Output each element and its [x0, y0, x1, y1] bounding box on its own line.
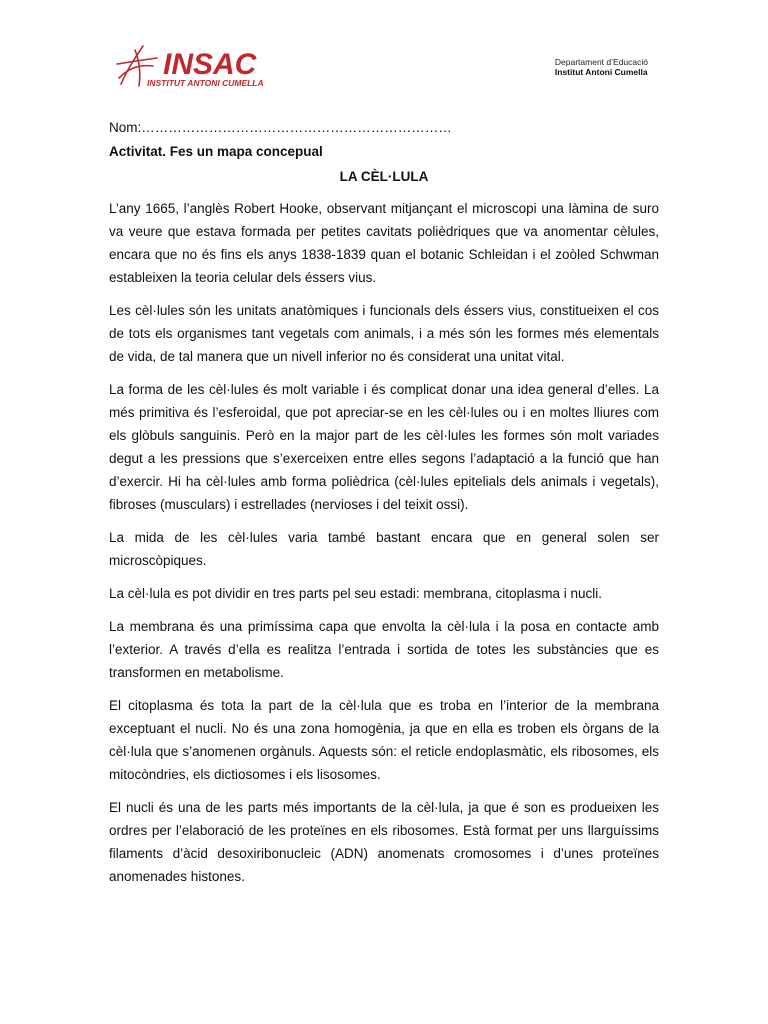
- paragraph: El nucli és una de les parts més importants de la cèl·lula, ja que é son es produeixen les ordres per l’elaboració de les proteïnes en els ribosomes. Està format per uns llarguíssims filaments d’àcid desoxiribonucleic (ADN) anomenats cromosomes i d’unes proteïnes anomenades histones.: [109, 800, 659, 884]
- paragraph: El citoplasma és tota la part de la cèl·lula que es troba en l’interior de la membrana exceptuant el nucli. No és una zona homogènia, ja que en ella es troben els òrgans de la cèl·lula que s’anomenen orgànuls. Aquests són: el reticle endoplasmàtic, els ribosomes, els mitocòndries, els dictiosomes i els lisosomes.: [109, 698, 659, 782]
- name-field: Nom:……………………………………………………………: [109, 120, 452, 135]
- logo-subtext: INSTITUT ANTONI CUMELLA: [147, 78, 264, 88]
- department-block: [555, 57, 648, 77]
- document-body: [109, 118, 659, 898]
- paragraph: La membrana és una primíssima capa que envolta la cèl·lula i la posa en contacte amb l’exterior. A través d’ella es realitza l’entrada i sortida de totes les substàncies que es transformen en metabolisme.: [109, 619, 659, 680]
- paragraph: La mida de les cèl·lules varia també bastant encara que en general solen ser microscòpiques.: [109, 530, 659, 568]
- insac-logo: [113, 44, 283, 90]
- logo-wordmark: INSAC: [163, 48, 257, 81]
- paragraph: La cèl·lula es pot dividir en tres parts pel seu estadi: membrana, citoplasma i nucli.: [109, 586, 602, 601]
- department-name: Departament d’Educació: [554, 57, 648, 67]
- paragraph: La forma de les cèl·lules és molt variable i és complicat donar una idea general d’elles. La més primitiva és l’esferoidal, que pot apreciar-se en les cèl·lules ou i en moltes lliures com els glòbuls sanguinis. Però en la major part de les cèl·lules les formes són molt variades degut a les pressions que s’exerceixen entre elles segons l’adaptació a la funció que han d’exercir. Hi ha cèl·lules amb forma polièdrica (cèl·lules epitelials dels animals i vegetals), fibroses (musculars) i estrellades (nervioses i del teixit ossi).: [109, 382, 659, 512]
- paragraph: Les cèl·lules són les unitats anatòmiques i funcionals dels éssers vius, constitueixen el cos de tots els organismes tant vegetals com animals, i a més són les formes més elementals de vida, de tal manera que un nivell inferior no és considerat una unitat vital.: [109, 303, 659, 364]
- activity-heading: Activitat. Fes un mapa concepual: [109, 144, 323, 159]
- paragraphs: [109, 197, 659, 888]
- document-title: LA CÈL·LULA: [339, 169, 429, 184]
- paragraph: L’any 1665, l’anglès Robert Hooke, observant mitjançant el microscopi una làmina de suro va veure que estava formada per petites cavitats polièdriques que va anomentar cèlules, encara que no és fins els anys 1838-1839 quan el botanic Schleidan i el zoòled Schwman estableixen la teoria celular dels éssers vius.: [109, 201, 659, 285]
- institute-name: Institut Antoni Cumella: [554, 67, 648, 77]
- page-header: [0, 0, 768, 110]
